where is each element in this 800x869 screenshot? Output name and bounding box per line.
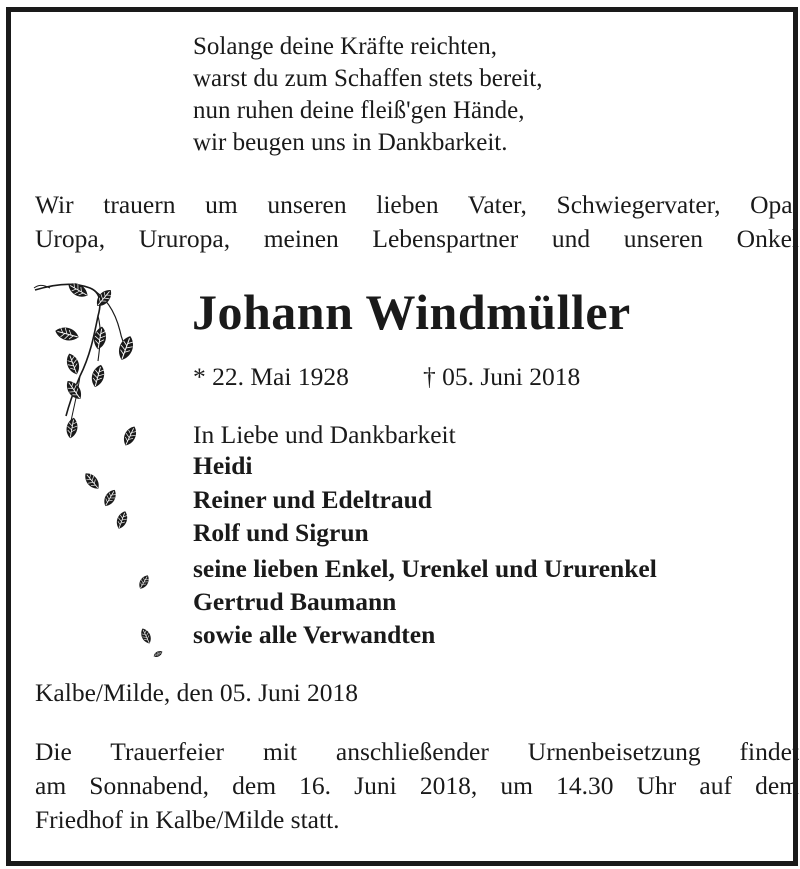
funeral-line: am Sonnabend, dem 16. Juni 2018, um 14.30 Uhr auf dem [35, 771, 799, 800]
birch-branch-illustration [30, 276, 170, 666]
mourner-name: sowie alle Verwandten [193, 620, 436, 649]
poem-line: Solange deine Kräfte reichten, [193, 33, 498, 60]
funeral-line: Friedhof in Kalbe/Milde statt. [35, 805, 340, 834]
mourner-name: seine lieben Enkel, Urenkel und Ururenkel [193, 554, 657, 583]
intro-line: Uropa, Ururopa, meinen Lebenspartner und unseren Onkel [35, 224, 799, 253]
mourners-heading: In Liebe und Dankbarkeit [193, 420, 456, 449]
mourner-name: Heidi [193, 451, 253, 480]
intro-line: Wir trauern um unseren lieben Vater, Schwiegervater, Opa, [35, 190, 799, 219]
funeral-line: Die Trauerfeier mit anschließender Urnenbeisetzung findet [35, 737, 799, 766]
poem-line: wir beugen uns in Dankbarkeit. [193, 129, 508, 156]
place-date: Kalbe/Milde, den 05. Juni 2018 [35, 678, 358, 707]
mourner-name: Gertrud Baumann [193, 587, 397, 616]
death-date: † 05. Juni 2018 [423, 362, 581, 391]
mourner-name: Rolf und Sigrun [193, 518, 369, 547]
mourner-name: Reiner und Edeltraud [193, 485, 432, 514]
poem-line: nun ruhen deine fleiß'gen Hände, [193, 97, 525, 124]
poem-line: warst du zum Schaffen stets bereit, [193, 65, 543, 92]
birth-date: * 22. Mai 1928 [193, 362, 349, 391]
deceased-name: Johann Windmüller [192, 284, 631, 340]
